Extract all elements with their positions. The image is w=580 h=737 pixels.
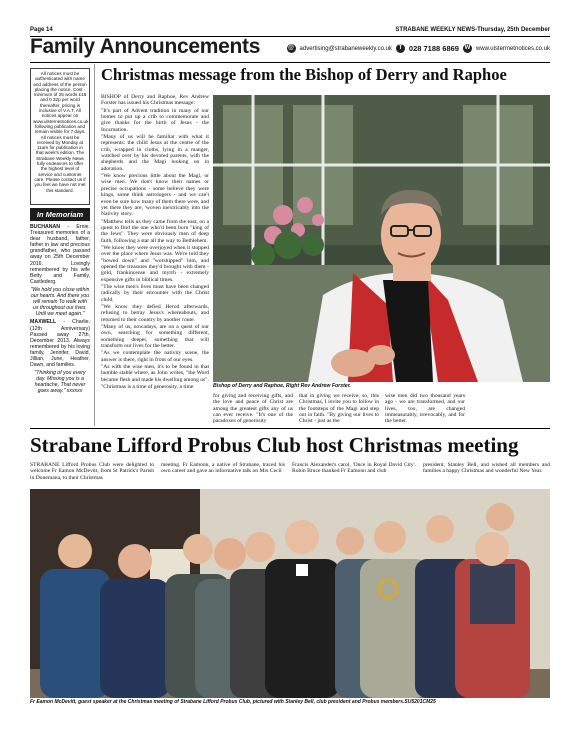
paragraph: "As we contemplate the nativity scene, the answer is there, right in front of our eyes. [101,350,209,363]
paragraph: "Christmas is a time of generosity, a time [101,384,194,391]
paragraph: "As with the wise men, it's to be found in that humble stable where, as John writes, "the Word became flesh and made his dwelling among us". [101,364,209,383]
section-title: Family Announcements [30,35,261,58]
header-rule [30,62,550,63]
memoriam-text: - Ernie. Treasured memories of a dear husband, father, father in law and precious grandfather, who passed away on 25th December 2016. Lovingly remembered by his wife Betty and Family, Castlederg. [30,224,90,285]
probus-column-3: Francis Alexander's carol, 'Once in Royal David City'. Robin Bruce thanked Fr Eamonn and club [292,462,416,475]
web-icon: W [464,45,471,51]
contact-bar [287,44,550,53]
bishop-photo [213,95,550,382]
phone-icon: T [396,44,405,53]
page-number: Page 14 [30,27,53,33]
bishop-column-2: for giving and receiving gifts, and the love and peace of Christ are among the greatest gifts any of us can ever receive. "It's one of the paradoxes of generosity [213,393,293,425]
probus-column-2: meeting. Fr Eamonn, a native of Strabane, traced his own career and gave an informative talk on Mrs Cecil [161,462,285,475]
bishop-headline: Christmas message from the Bishop of Derry and Raphoe [101,65,507,84]
bishop-photo-caption: Bishop of Derry and Raphoe, Right Rev Andrew Forster. [213,383,351,389]
paragraph: "We know they defied Herod afterwards, refusing to betray Jesus's whereabouts, and returned to their country by another route. [101,304,209,323]
probus-headline: Strabane Lifford Probus Club host Christmas meeting [30,433,519,457]
website-link[interactable]: www.ulstermetnotices.co.uk [475,45,550,52]
notice-box: All notices must be authenticated with name and address of the person placing the notice. Cost - minimum of 25 words £15 and 0.32p per word thereafter, pricing is inclusive of V.A.T. All notices appear on www.ulsternetnotices.co.uk following publication and remain visible for 7 days. All notices must be received by Monday at 11am for publication in that week's edition. The Strabane Weekly News fully endeavors to offer the highest level of service and customer care. Please contact us if you feel we have not met this standard. [30,68,90,205]
memoriam-list [30,224,90,395]
email-icon: @ [288,45,294,51]
email-address[interactable]: advertising@strabaneweekly.co.uk [299,45,392,52]
memoriam-verse: "Thinking of you every day. Missing you is a heartache, That never goes away." xxxxxx [34,370,86,395]
article-divider [30,428,550,429]
paragraph: "The wise men's lives must have been changed radically by their encounter with the Christ child. [101,283,209,303]
memoriam-entry [30,319,90,368]
paragraph: "Many of us will be familiar with what it represents: the child Jesus at the centre of the crib, wrapped in cloths, lying in a manger, watched over by his devoted parents, with the shepherds and the Magi looking on in adoration. [101,134,209,172]
memoriam-verse: "We hold you close within our hearts. And there you will remain To walk with us throughout our lives. Until we meet again." [30,286,90,318]
running-title: STRABANE WEEKLY NEWS-Thursday, 25th December [395,27,550,33]
memoriam-name: BUCHANAN [30,224,60,230]
paragraph: "We know they were overjoyed when it stopped over the place where Jesus was. We're told they "bowed down" and "worshipped" him, and opened the treasures they'd brought with them - gold, frankincense and myrrh - extremely expensive gifts in biblical times. [101,244,209,283]
bishop-column-1 [101,94,209,427]
probus-column-4: president, Stanley Bell, and wished all members and families a happy Christmas and wonderful New Year. [423,462,550,475]
memoriam-entry [30,224,90,285]
probus-group-photo [30,489,550,698]
bishop-column-4: wise men did two thousand years ago - we are transformed, and our lives, too, are changed immeasurably, irrevocably, and for the better. [385,393,465,425]
paragraph: "We know precious little about the Magi, or wise men. We don't know their names or precise occupations - some believe they were kings, some think astrologers - and we can't even be sure how many of them there were, and yet there they are, 'woven inextricably into the Nativity story. [101,173,209,218]
paragraph: BISHOP of Derry and Raphoe, Rev Andrew Forster has issued his Christmas message: [101,94,209,107]
probus-column-1: STRABANE Lifford Probus Club were delighted to welcome Fr Eamon McDevitt, from St Patrick's Parish in Donemana, to their Christmas [30,462,154,481]
memoriam-name: MAXWELL [30,319,57,326]
bishop-photo-illustration [213,95,550,382]
paragraph: "Matthew tells us they came from the east, on a quest to find the one who'd been born "king of the Jews". They were obviously men of deep faith, following a star all the way to Bethlehem. [101,218,209,244]
memoriam-text: - Charlie. (12th Anniversary) Passed away 27th, December 2013. Always remembered by his loving family, Jennifer, David, Jillian, June, Heather, Dawn, and families. [30,319,90,369]
paragraph: "It's part of Advent tradition in many of our homes to put up a crib to commemorate and give thanks for the birth of Jesus - the Incarnation. [101,107,209,133]
probus-photo-caption: Fr Eamon McDevitt, guest speaker at the Christmas meeting of Strabane Lifford Probus Club, pictured with Stanley Bell, club president and Probus members.SU5201CM25 [30,699,436,705]
paragraph: "Many of us, nowadays, are on a quest of our own, searching for something different, something deeper, something that will transform our lives for the better. [101,324,209,350]
sidebar [30,68,90,428]
phone-number: 028 7188 6869 [408,44,459,53]
memoriam-heading: In Memoriam [30,208,90,221]
probus-photo-illustration [30,489,550,698]
bishop-column-3: that in giving we receive, so, this Christmas, I invite you to follow in the footsteps of the Magi and step out in faith. "By giving our lives to Christ - just as the [299,393,379,425]
sidebar-divider [94,64,95,426]
